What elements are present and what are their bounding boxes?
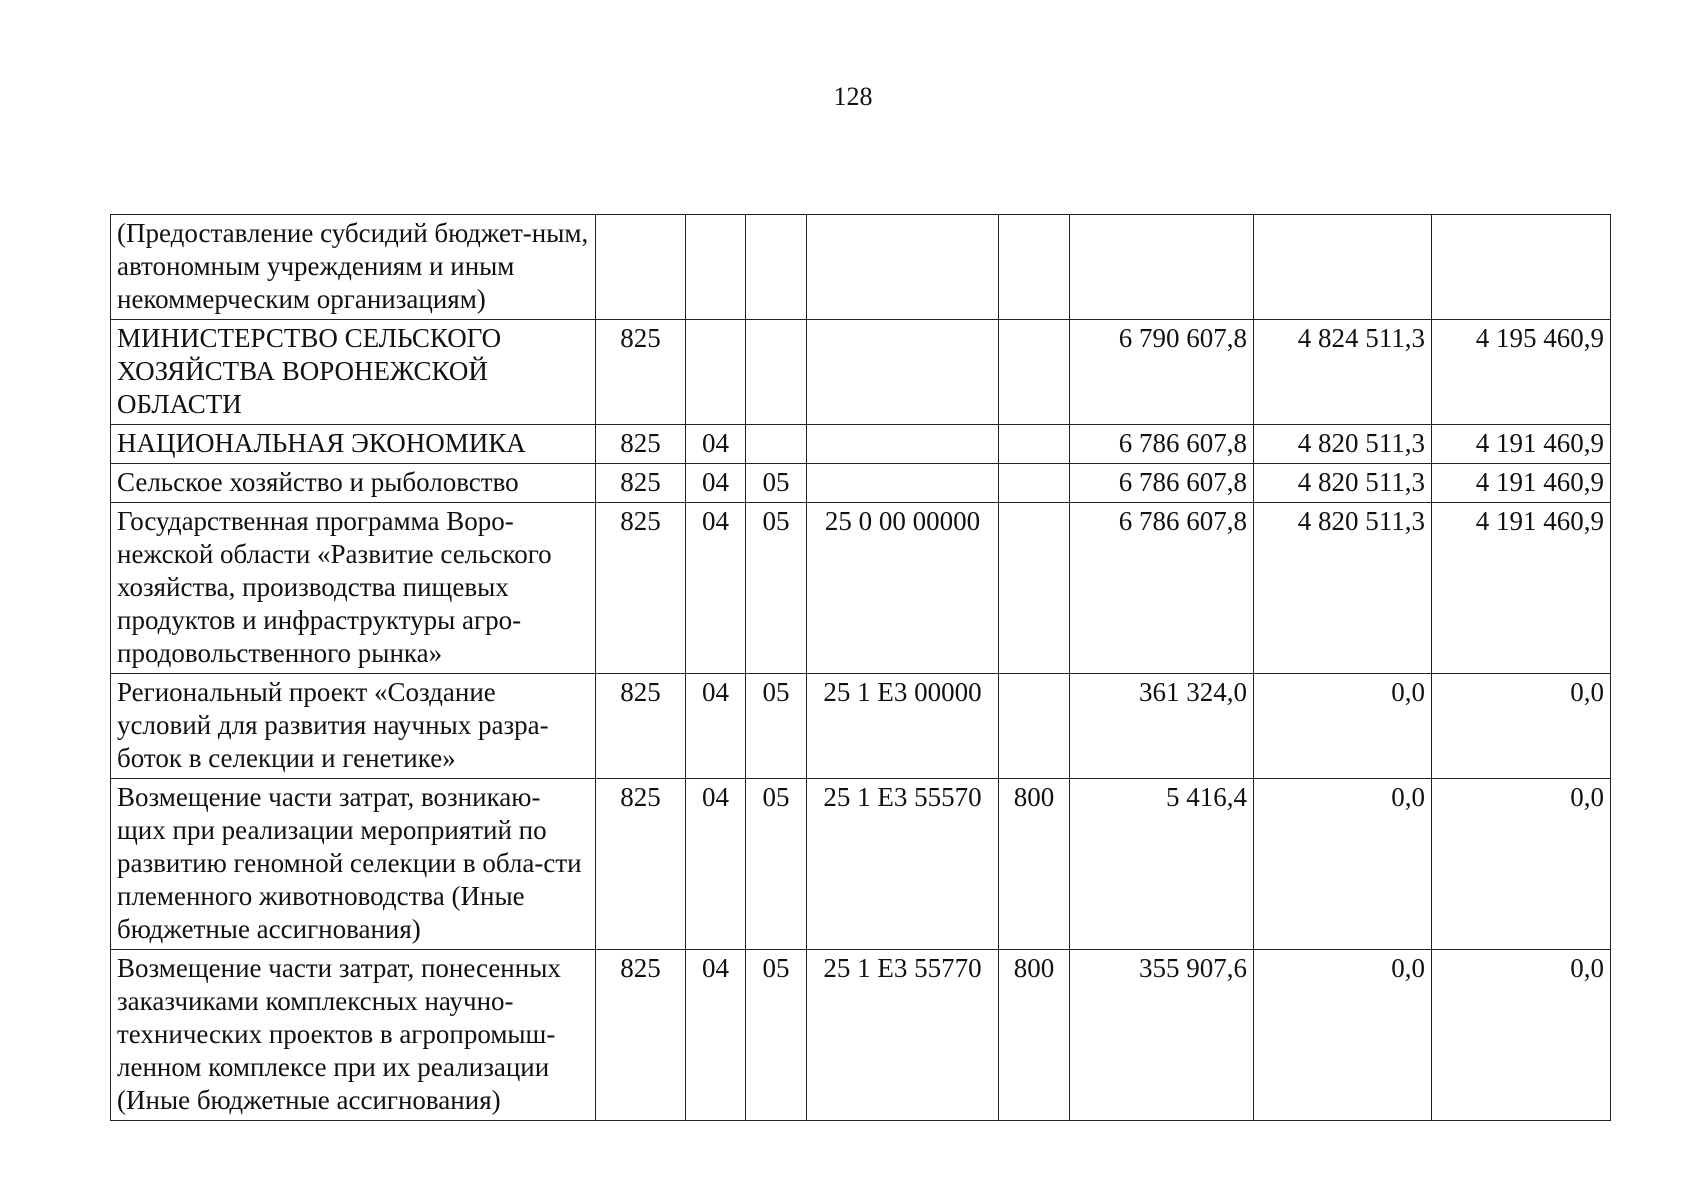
ved-code-cell: 825 (596, 503, 686, 674)
amount-year3-cell: 4 191 460,9 (1432, 425, 1611, 464)
subsection-code-cell: 05 (746, 464, 807, 503)
subsection-code-cell: 05 (746, 503, 807, 674)
ved-code-cell: 825 (596, 425, 686, 464)
amount-year2-cell: 4 820 511,3 (1254, 425, 1432, 464)
amount-year3-cell: 4 191 460,9 (1432, 464, 1611, 503)
section-code-cell: 04 (686, 464, 746, 503)
ved-code-cell: 825 (596, 779, 686, 950)
amount-year1-cell (1070, 215, 1254, 320)
row-name-cell: Сельское хозяйство и рыболовство (111, 464, 596, 503)
amount-year1-cell: 6 790 607,8 (1070, 320, 1254, 425)
target-item-code-cell: 25 1 Е3 00000 (807, 674, 999, 779)
subsection-code-cell (746, 215, 807, 320)
section-code-cell (686, 215, 746, 320)
amount-year1-cell: 6 786 607,8 (1070, 425, 1254, 464)
target-item-code-cell: 25 1 Е3 55770 (807, 950, 999, 1121)
section-code-cell: 04 (686, 779, 746, 950)
subsection-code-cell (746, 320, 807, 425)
row-name-cell: Возмещение части затрат, понесенных заказчиками комплексных научно-технических проектов в агропромыш-ленном комплексе при их реализации (Иные бюджетные ассигнования) (111, 950, 596, 1121)
amount-year1-cell: 5 416,4 (1070, 779, 1254, 950)
table-row (111, 425, 1611, 464)
expense-type-code-cell (999, 464, 1070, 503)
expense-type-code-cell (999, 215, 1070, 320)
section-code-cell: 04 (686, 425, 746, 464)
subsection-code-cell (746, 425, 807, 464)
target-item-code-cell: 25 0 00 00000 (807, 503, 999, 674)
expense-type-code-cell: 800 (999, 779, 1070, 950)
target-item-code-cell: 25 1 Е3 55570 (807, 779, 999, 950)
table-row (111, 779, 1611, 950)
section-code-cell: 04 (686, 674, 746, 779)
amount-year2-cell (1254, 215, 1432, 320)
amount-year2-cell: 0,0 (1254, 779, 1432, 950)
row-name-cell: МИНИСТЕРСТВО СЕЛЬСКОГО ХОЗЯЙСТВА ВОРОНЕЖСКОЙ ОБЛАСТИ (111, 320, 596, 425)
table-row (111, 320, 1611, 425)
amount-year2-cell: 4 820 511,3 (1254, 503, 1432, 674)
ved-code-cell (596, 215, 686, 320)
subsection-code-cell: 05 (746, 950, 807, 1121)
amount-year3-cell: 0,0 (1432, 674, 1611, 779)
amount-year1-cell: 6 786 607,8 (1070, 464, 1254, 503)
amount-year1-cell: 6 786 607,8 (1070, 503, 1254, 674)
budget-table (110, 214, 1611, 1121)
row-name-cell: НАЦИОНАЛЬНАЯ ЭКОНОМИКА (111, 425, 596, 464)
section-code-cell: 04 (686, 503, 746, 674)
row-name-cell: (Предоставление субсидий бюджет-ным, автономным учреждениям и иным некоммерческим организациям) (111, 215, 596, 320)
target-item-code-cell (807, 464, 999, 503)
expense-type-code-cell (999, 320, 1070, 425)
expense-type-code-cell (999, 425, 1070, 464)
expense-type-code-cell (999, 503, 1070, 674)
section-code-cell: 04 (686, 950, 746, 1121)
amount-year3-cell (1432, 215, 1611, 320)
ved-code-cell: 825 (596, 464, 686, 503)
amount-year2-cell: 0,0 (1254, 674, 1432, 779)
amount-year3-cell: 4 191 460,9 (1432, 503, 1611, 674)
amount-year2-cell: 4 824 511,3 (1254, 320, 1432, 425)
ved-code-cell: 825 (596, 950, 686, 1121)
target-item-code-cell (807, 215, 999, 320)
table-row (111, 950, 1611, 1121)
amount-year1-cell: 361 324,0 (1070, 674, 1254, 779)
table-row (111, 464, 1611, 503)
row-name-cell: Региональный проект «Создание условий для развития научных разра-боток в селекции и генетике» (111, 674, 596, 779)
amount-year3-cell: 0,0 (1432, 779, 1611, 950)
subsection-code-cell: 05 (746, 674, 807, 779)
row-name-cell: Возмещение части затрат, возникаю-щих при реализации мероприятий по развитию геномной селекции в обла-сти племенного животноводства (Иные бюджетные ассигнования) (111, 779, 596, 950)
table-row (111, 215, 1611, 320)
ved-code-cell: 825 (596, 320, 686, 425)
table-row (111, 674, 1611, 779)
amount-year2-cell: 0,0 (1254, 950, 1432, 1121)
subsection-code-cell: 05 (746, 779, 807, 950)
target-item-code-cell (807, 425, 999, 464)
amount-year3-cell: 0,0 (1432, 950, 1611, 1121)
target-item-code-cell (807, 320, 999, 425)
row-name-cell: Государственная программа Воро-нежской области «Развитие сельского хозяйства, производства пищевых продуктов и инфраструктуры агро-продовольственного рынка» (111, 503, 596, 674)
expense-type-code-cell: 800 (999, 950, 1070, 1121)
amount-year1-cell: 355 907,6 (1070, 950, 1254, 1121)
ved-code-cell: 825 (596, 674, 686, 779)
amount-year3-cell: 4 195 460,9 (1432, 320, 1611, 425)
amount-year2-cell: 4 820 511,3 (1254, 464, 1432, 503)
budget-table-body (111, 215, 1611, 1121)
expense-type-code-cell (999, 674, 1070, 779)
section-code-cell (686, 320, 746, 425)
page-number: 128 (833, 82, 873, 111)
table-row (111, 503, 1611, 674)
